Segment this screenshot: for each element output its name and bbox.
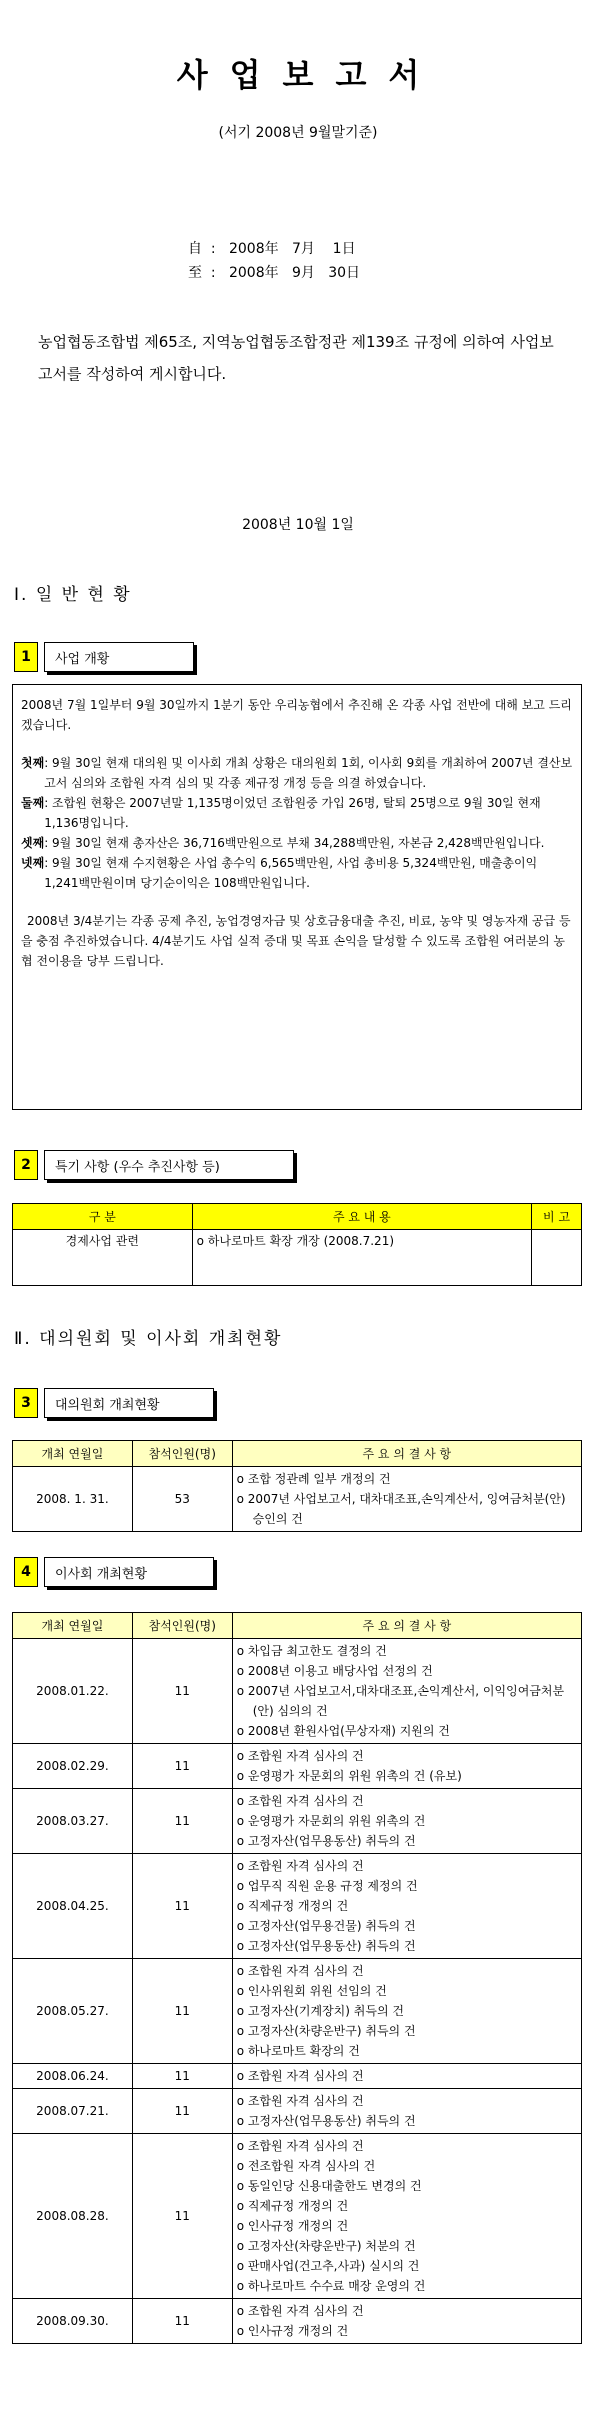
overview-item-2-head: 둘째: [21, 796, 45, 810]
special-items-table: [12, 1203, 582, 1286]
board-col-count: 참석인원(명): [132, 1613, 232, 1639]
agenda-item: o 조합원 자격 심사의 건: [237, 1746, 577, 1766]
board-count: 11: [132, 2089, 232, 2134]
overview-item-1: [21, 753, 573, 793]
board-date: 2008.01.22.: [13, 1639, 133, 1744]
agenda-item: o 하나로마트 수수료 매장 운영의 건: [237, 2276, 577, 2296]
board-date: 2008.07.21.: [13, 2089, 133, 2134]
box3-number: 3: [14, 1388, 38, 1418]
board-date: 2008.05.27.: [13, 1959, 133, 2064]
agenda-item: o 동일인당 신용대출한도 변경의 건: [237, 2176, 577, 2196]
board-date: 2008.08.28.: [13, 2134, 133, 2299]
board-count: 11: [132, 1959, 232, 2064]
board-date: 2008.09.30.: [13, 2299, 133, 2344]
delegates-agenda-list: [237, 1469, 577, 1529]
delegates-count: 53: [132, 1467, 232, 1532]
section1-heading: Ⅰ. 일 반 현 황: [14, 585, 132, 605]
table-row: [13, 1467, 582, 1532]
agenda-item: o 운영평가 자문회의 위원 위촉의 건: [237, 1811, 577, 1831]
agenda-item: o 2007년 사업보고서, 대차대조표,손익계산서, 잉여금처분(안) 승인의 건: [237, 1489, 577, 1529]
overview-closing: 2008년 3/4분기는 각종 공제 추진, 농업경영자금 및 상호금융대출 추진, 비료, 농약 및 영농자재 공급 등을 충점 추진하였습니다. 4/4분기도 사업 실적 증대 및 목표 손익을 달성할 수 있도록 조합원 여러분의 농협 전이용을 당부 드립니다.: [21, 914, 571, 968]
overview-item-2-body: : 조합원 현황은 2007년말 1,135명이었던 조합원중 가입 26명, 탈퇴 25명으로 9월 30일 현재 1,136명입니다.: [44, 796, 541, 830]
period-to: [188, 262, 360, 282]
table-row: [13, 2299, 582, 2344]
table-row: [13, 1789, 582, 1854]
board-table: [12, 1612, 582, 2344]
board-count: 11: [132, 2064, 232, 2089]
board-agenda-list: [237, 1856, 577, 1956]
board-count: 11: [132, 1854, 232, 1959]
period-from-label: 自: [188, 241, 202, 257]
board-agenda-list: [237, 2136, 577, 2296]
box2-label: 특기 사항 (우수 추진사항 등): [44, 1150, 294, 1180]
agenda-item: o 고정자산(차량운반구) 취득의 건: [237, 2021, 577, 2041]
board-date: 2008.04.25.: [13, 1854, 133, 1959]
overview-item-1-head: 첫째: [21, 756, 45, 770]
agenda-item: o 2008년 환원사업(무상자재) 지원의 건: [237, 1721, 577, 1741]
agenda-item: o 업무직 직원 운용 규정 제정의 건: [237, 1876, 577, 1896]
agenda-item: o 인사규정 개정의 건: [237, 2321, 577, 2341]
box2-header: [14, 1150, 294, 1180]
table-row: [13, 1959, 582, 2064]
overview-item-3-body: : 9월 30일 현재 총자산은 36,716백만원으로 부채 34,288백만원, 자본금 2,428백만원입니다.: [44, 836, 545, 850]
agenda-item: o 2008년 이용고 배당사업 선정의 건: [237, 1661, 577, 1681]
box3-label: 대의원회 개최현황: [44, 1388, 214, 1418]
board-agenda-list: [237, 1961, 577, 2061]
agenda-item: o 고정자산(업무용동산) 취득의 건: [237, 1831, 577, 1851]
agenda-item: o 고정자산(업무용건물) 취득의 건: [237, 1916, 577, 1936]
report-subtitle: (서기 2008년 9월말기준): [218, 125, 378, 141]
box2-number: 2: [14, 1150, 38, 1180]
board-date: 2008.06.24.: [13, 2064, 133, 2089]
board-agenda-list: [237, 2301, 577, 2341]
report-date: 2008년 10월 1일: [242, 517, 354, 533]
period-from: [188, 238, 356, 258]
section2-heading: Ⅱ. 대의원회 및 이사회 개최현황: [14, 1329, 283, 1349]
overview-item-2: [21, 793, 573, 833]
delegates-col-count: 참석인원(명): [132, 1441, 232, 1467]
agenda-item: o 조합원 자격 심사의 건: [237, 1791, 577, 1811]
box1-header: [14, 642, 194, 672]
delegates-date: 2008. 1. 31.: [13, 1467, 133, 1532]
board-count: 11: [132, 1744, 232, 1789]
agenda-item: o 판매사업(건고추,사과) 실시의 건: [237, 2256, 577, 2276]
agenda-item: o 조합원 자격 심사의 건: [237, 2066, 577, 2086]
col-category: 구 분: [13, 1204, 193, 1230]
period-from-date: : 2008年 7月 1日: [210, 241, 356, 257]
board-date: 2008.03.27.: [13, 1789, 133, 1854]
agenda-item: o 조합원 자격 심사의 건: [237, 2136, 577, 2156]
agenda-item: o 전조합원 자격 심사의 건: [237, 2156, 577, 2176]
agenda-item: o 고정자산(업무용동산) 취득의 건: [237, 2111, 577, 2131]
board-count: 11: [132, 1789, 232, 1854]
agenda-item: o 조합원 자격 심사의 건: [237, 2091, 577, 2111]
agenda-item: o 인사위원회 위원 선임의 건: [237, 1981, 577, 2001]
special-note: [532, 1230, 582, 1286]
agenda-item: o 조합 정관례 일부 개정의 건: [237, 1469, 577, 1489]
intro-paragraph: 농업협동조합법 제65조, 지역농업협동조합정관 제139조 규정에 의하여 사업보고서를 작성하여 게시합니다.: [38, 333, 554, 383]
agenda-item: o 고정자산(차량운반구) 처분의 건: [237, 2236, 577, 2256]
special-content: o 하나로마트 확장 개장 (2008.7.21): [192, 1230, 531, 1286]
board-date: 2008.02.29.: [13, 1744, 133, 1789]
box4-label: 이사회 개최현황: [44, 1557, 214, 1587]
overview-item-1-body: : 9월 30일 현재 대의원 및 이사회 개최 상황은 대의원회 1회, 이사회 9회를 개최하여 2007년 결산보고서 심의와 조합원 자격 심의 및 각종 제규정 개정 등을 의결 하였습니다.: [44, 756, 573, 790]
delegates-col-date: 개최 연월일: [13, 1441, 133, 1467]
special-category: 경제사업 관련: [13, 1230, 193, 1286]
board-agenda-list: [237, 1791, 577, 1851]
table-row: [13, 1744, 582, 1789]
overview-item-4-body: : 9월 30일 현재 수지현황은 사업 총수익 6,565백만원, 사업 총비용 5,324백만원, 매출총이익 1,241백만원이며 당기순이익은 108백만원입니다.: [44, 856, 538, 890]
board-col-date: 개최 연월일: [13, 1613, 133, 1639]
table-row: [13, 2134, 582, 2299]
table-row: [13, 1854, 582, 1959]
agenda-item: o 조합원 자격 심사의 건: [237, 2301, 577, 2321]
agenda-item: o 인사규정 개정의 건: [237, 2216, 577, 2236]
board-count: 11: [132, 2299, 232, 2344]
col-note: 비 고: [532, 1204, 582, 1230]
overview-item-3-head: 셋째: [21, 836, 45, 850]
box3-header: [14, 1388, 214, 1418]
board-agenda-list: [237, 1746, 577, 1786]
business-overview-box: [12, 684, 582, 1110]
agenda-item: o 2007년 사업보고서,대차대조표,손익계산서, 이익잉여금처분(안) 심의의 건: [237, 1681, 577, 1721]
board-agenda-list: [237, 1641, 577, 1741]
agenda-item: o 차입금 최고한도 결정의 건: [237, 1641, 577, 1661]
board-count: 11: [132, 1639, 232, 1744]
table-row: [13, 2064, 582, 2089]
agenda-item: o 직제규정 개정의 건: [237, 2196, 577, 2216]
board-agenda-list: [237, 2066, 577, 2086]
table-row: [13, 2089, 582, 2134]
table-row: [13, 1639, 582, 1744]
board-agenda-list: [237, 2091, 577, 2131]
box4-header: [14, 1557, 214, 1587]
agenda-item: o 고정자산(업무용동산) 취득의 건: [237, 1936, 577, 1956]
delegates-table: [12, 1440, 582, 1532]
agenda-item: o 운영평가 자문회의 위원 위촉의 건 (유보): [237, 1766, 577, 1786]
overview-item-4: [21, 853, 573, 893]
box1-number: 1: [14, 642, 38, 672]
overview-item-3: [21, 833, 573, 853]
box4-number: 4: [14, 1557, 38, 1587]
agenda-item: o 하나로마트 확장의 건: [237, 2041, 577, 2061]
report-title: 사업보고서: [176, 56, 442, 94]
box1-label: 사업 개황: [44, 642, 194, 672]
overview-item-4-head: 넷째: [21, 856, 45, 870]
agenda-item: o 직제규정 개정의 건: [237, 1896, 577, 1916]
col-content: 주 요 내 용: [192, 1204, 531, 1230]
agenda-item: o 조합원 자격 심사의 건: [237, 1856, 577, 1876]
period-to-label: 至: [188, 265, 202, 281]
overview-lead: 2008년 7월 1일부터 9월 30일까지 1분기 동안 우리농협에서 추진해 온 각종 사업 전반에 대해 보고 드리겠습니다.: [21, 698, 572, 732]
board-col-agenda: 주 요 의 결 사 항: [232, 1613, 581, 1639]
period-to-date: : 2008年 9月 30日: [210, 265, 361, 281]
agenda-item: o 조합원 자격 심사의 건: [237, 1961, 577, 1981]
agenda-item: o 고정자산(기계장치) 취득의 건: [237, 2001, 577, 2021]
delegates-col-agenda: 주 요 의 결 사 항: [232, 1441, 581, 1467]
board-count: 11: [132, 2134, 232, 2299]
